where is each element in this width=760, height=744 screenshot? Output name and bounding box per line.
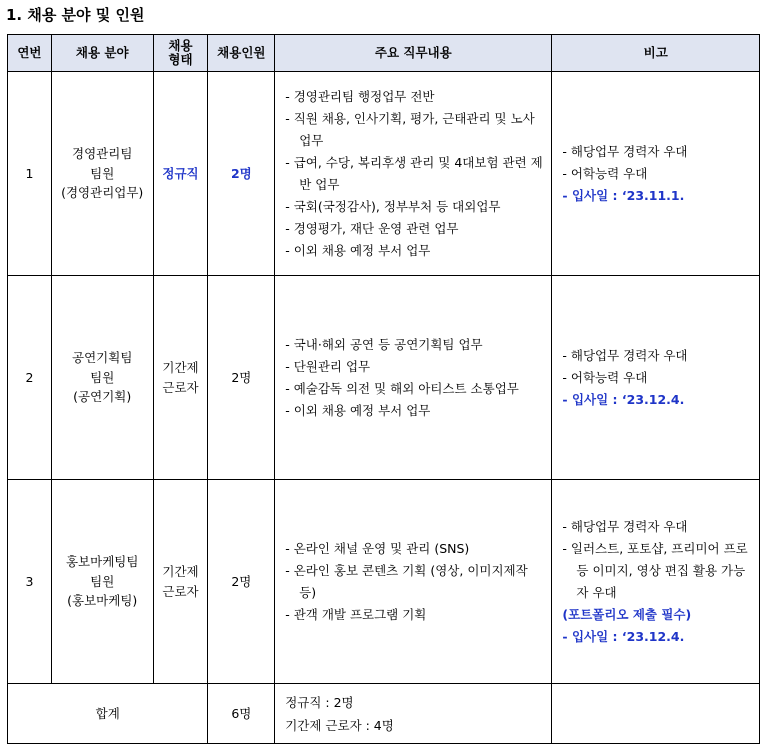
row-field (51, 276, 153, 480)
note-item: - 일러스트, 포토샵, 프리미어 프로 등 이미지, 영상 편집 활용 가능자 우대 (562, 540, 748, 600)
field-team: 경영관리팀 (72, 146, 133, 162)
row-duties (275, 72, 552, 276)
header-notes: 비고 (552, 35, 760, 72)
section-title: 1. 채용 분야 및 인원 (6, 6, 145, 24)
duty-item: - 이외 채용 예정 부서 업무 (285, 402, 431, 418)
header-count: 채용인원 (208, 35, 275, 72)
duty-item: - 국내·해외 공연 등 공연기획팀 업무 (285, 336, 483, 352)
duty-item: - 단원관리 업무 (285, 358, 371, 374)
header-duties: 주요 직무내용 (275, 35, 552, 72)
duty-item: - 이외 채용 예정 부서 업무 (285, 242, 431, 258)
duty-item: - 급여, 수당, 복리후생 관리 및 4대보험 관련 제반 업무 (285, 154, 543, 192)
header-field: 채용 분야 (51, 35, 153, 72)
field-area: (홍보마케팅) (67, 593, 138, 609)
row-count: 2명 (208, 72, 275, 276)
row-field (51, 72, 153, 276)
header-no: 연번 (8, 35, 52, 72)
row-no: 2 (8, 276, 52, 480)
field-area: (경영관리업무) (61, 185, 144, 201)
duty-item: - 온라인 홍보 콘텐츠 기획 (영상, 이미지제작 등) (285, 562, 528, 600)
row-no: 1 (8, 72, 52, 276)
duty-item: - 온라인 채널 운영 및 관리 (SNS) (285, 540, 470, 556)
field-team: 홍보마케팅팀 (65, 554, 139, 570)
table-row (8, 72, 760, 276)
portfolio-note: (포트폴리오 제출 필수) (562, 606, 692, 622)
note-item: - 해당업무 경력자 우대 (562, 143, 688, 159)
note-item: - 어학능력 우대 (562, 165, 648, 181)
row-duties (275, 276, 552, 480)
row-notes (552, 480, 760, 684)
duty-item: - 경영평가, 재단 운영 관련 업무 (285, 220, 459, 236)
row-duties (275, 480, 552, 684)
total-count: 6명 (208, 684, 275, 744)
field-area: (공연기획) (73, 389, 132, 405)
note-item: - 해당업무 경력자 우대 (562, 347, 688, 363)
table-row (8, 276, 760, 480)
row-type: 기간제 근로자 (153, 276, 208, 480)
total-row (8, 684, 760, 744)
row-notes (552, 276, 760, 480)
field-role: 팀원 (90, 369, 115, 385)
recruitment-table (7, 34, 760, 744)
duty-item: - 국회(국정감사), 정부부처 등 대외업무 (285, 198, 501, 214)
total-breakdown (275, 684, 552, 744)
field-role: 팀원 (90, 165, 115, 181)
note-item: - 어학능력 우대 (562, 369, 648, 385)
row-field (51, 480, 153, 684)
row-count: 2명 (208, 276, 275, 480)
row-notes (552, 72, 760, 276)
start-date-note: - 입사일 : ‘23.12.4. (562, 391, 685, 407)
row-count: 2명 (208, 480, 275, 684)
duty-item: - 경영관리팀 행정업무 전반 (285, 88, 435, 104)
table-header-row (8, 35, 760, 72)
table-row (8, 480, 760, 684)
duty-item: - 직원 채용, 인사기획, 평가, 근태관리 및 노사업무 (285, 110, 535, 148)
row-type: 기간제 근로자 (153, 480, 208, 684)
start-date-note: - 입사일 : ‘23.12.4. (562, 628, 685, 644)
field-role: 팀원 (90, 573, 115, 589)
total-breakdown-line: 정규직 : 2명 (285, 694, 354, 710)
row-type: 정규직 (153, 72, 208, 276)
start-date-note: - 입사일 : ‘23.11.1. (562, 187, 685, 203)
row-no: 3 (8, 480, 52, 684)
header-type: 채용 형태 (153, 35, 208, 72)
duty-item: - 예술감독 의전 및 해외 아티스트 소통업무 (285, 380, 519, 396)
total-notes-empty (552, 684, 760, 744)
total-breakdown-line: 기간제 근로자 : 4명 (285, 717, 394, 733)
note-item: - 해당업무 경력자 우대 (562, 518, 688, 534)
total-label: 합계 (8, 684, 208, 744)
duty-item: - 관객 개발 프로그램 기획 (285, 606, 427, 622)
field-team: 공연기획팀 (72, 350, 133, 366)
